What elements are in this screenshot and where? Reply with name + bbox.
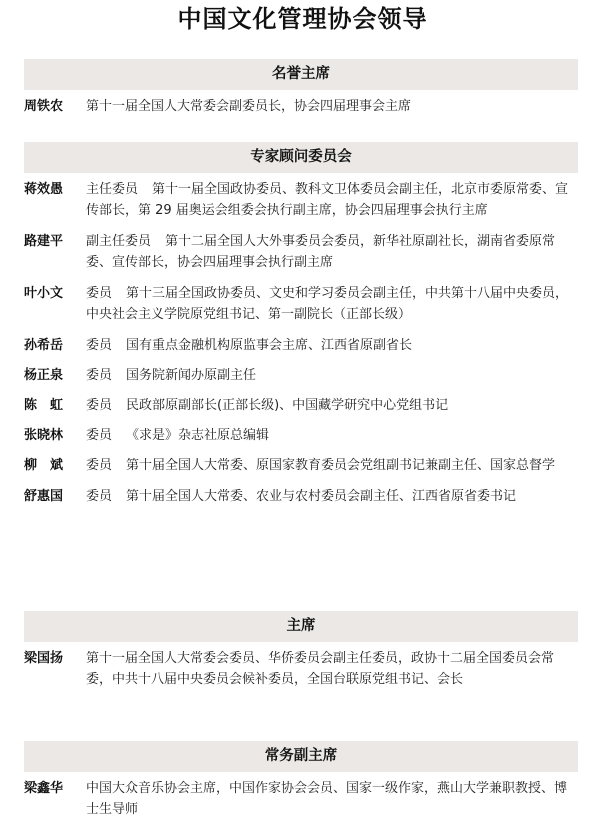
member-description: 第十届全国人大常委、农业与农村委员会副主任、江西省原省委书记 xyxy=(126,489,517,504)
section-header: 常务副主席 xyxy=(24,741,578,772)
member-row xyxy=(24,283,578,325)
member-row xyxy=(24,778,578,820)
member-desc xyxy=(86,335,578,356)
member-description: 中国大众音乐协会主席，中国作家协会会员、国家一级作家，燕山大学兼职教授、博士生导师 xyxy=(86,781,568,817)
member-row xyxy=(24,648,578,690)
member-name: 舒惠国 xyxy=(24,489,64,504)
member-name: 周铁农 xyxy=(24,99,64,114)
member-description: 第十一届全国人大常委会委员、华侨委员会副主任委员，政协十二届全国委员会常委，中共十八届中央委员会候补委员，全国台联原党组书记、会长 xyxy=(86,651,555,687)
member-desc xyxy=(86,96,578,117)
member-description: 第十二届全国人大外事委员会委员，新华社原副社长，湖南省委原常委、宣传部长，协会四届理事会执行副主席 xyxy=(86,234,556,270)
section-chairman xyxy=(24,611,578,690)
member-desc xyxy=(86,425,578,446)
member-desc xyxy=(86,179,578,221)
member-role: 委员 xyxy=(86,458,113,473)
member-desc xyxy=(86,455,578,476)
member-description: 第十三届全国政协委员、文史和学习委员会副主任，中共第十八届中央委员，中央社会主义学院原党组书记、第一副院长（正部长级） xyxy=(86,286,569,322)
member-row xyxy=(24,96,578,117)
member-description: 第十一届全国政协委员、教科文卫体委员会副主任，北京市委原常委、宣传部长，第 29 届奥运会组委会执行副主席，协会四届理事会执行主席 xyxy=(86,182,569,218)
member-name: 梁鑫华 xyxy=(24,781,64,796)
member-desc xyxy=(86,648,578,690)
member-row xyxy=(24,425,578,446)
member-role: 主任委员 xyxy=(86,182,139,197)
member-role: 委员 xyxy=(86,428,113,443)
section-header: 专家顾问委员会 xyxy=(24,142,578,173)
member-role: 委员 xyxy=(86,368,113,383)
member-row xyxy=(24,455,578,476)
member-desc xyxy=(86,486,578,507)
member-role: 委员 xyxy=(86,286,113,301)
section-honorary-chairman xyxy=(24,59,578,117)
member-description: 第十一届全国人大常委会副委员长，协会四届理事会主席 xyxy=(86,99,412,114)
member-name: 张晓林 xyxy=(24,428,64,443)
member-name: 陈 虹 xyxy=(24,398,64,413)
member-name: 路建平 xyxy=(24,234,64,249)
section-executive-vice-chairman xyxy=(24,741,578,820)
member-row xyxy=(24,231,578,273)
member-role: 委员 xyxy=(86,338,113,353)
member-desc xyxy=(86,283,578,325)
member-row xyxy=(24,335,578,356)
member-row xyxy=(24,365,578,386)
member-row xyxy=(24,179,578,221)
member-name: 柳 斌 xyxy=(24,458,64,473)
member-description: 国有重点金融机构原监事会主席、江西省原副省长 xyxy=(126,338,413,353)
member-desc xyxy=(86,778,578,820)
member-name: 杨正泉 xyxy=(24,368,64,383)
member-name: 叶小文 xyxy=(24,286,64,301)
member-name: 蒋效愚 xyxy=(24,182,64,197)
section-expert-advisory-committee xyxy=(24,142,578,507)
member-description: 第十届全国人大常委、原国家教育委员会党组副书记兼副主任、国家总督学 xyxy=(126,458,556,473)
member-description: 国务院新闻办原副主任 xyxy=(126,368,257,383)
member-role: 委员 xyxy=(86,398,113,413)
member-description: 民政部原副部长(正部长级)、中国藏学研究中心党组书记 xyxy=(126,398,449,413)
member-desc xyxy=(86,231,578,273)
section-header: 名誉主席 xyxy=(24,59,578,90)
section-header: 主席 xyxy=(24,611,578,642)
page-title: 中国文化管理协会领导 xyxy=(177,5,428,33)
member-role: 副主任委员 xyxy=(86,234,152,249)
member-name: 梁国扬 xyxy=(24,651,64,666)
member-row xyxy=(24,486,578,507)
member-name: 孙希岳 xyxy=(24,338,64,353)
member-row xyxy=(24,395,578,416)
member-description: 《求是》杂志社原总编辑 xyxy=(126,428,270,443)
member-role: 委员 xyxy=(86,489,113,504)
member-desc xyxy=(86,365,578,386)
member-desc xyxy=(86,395,578,416)
